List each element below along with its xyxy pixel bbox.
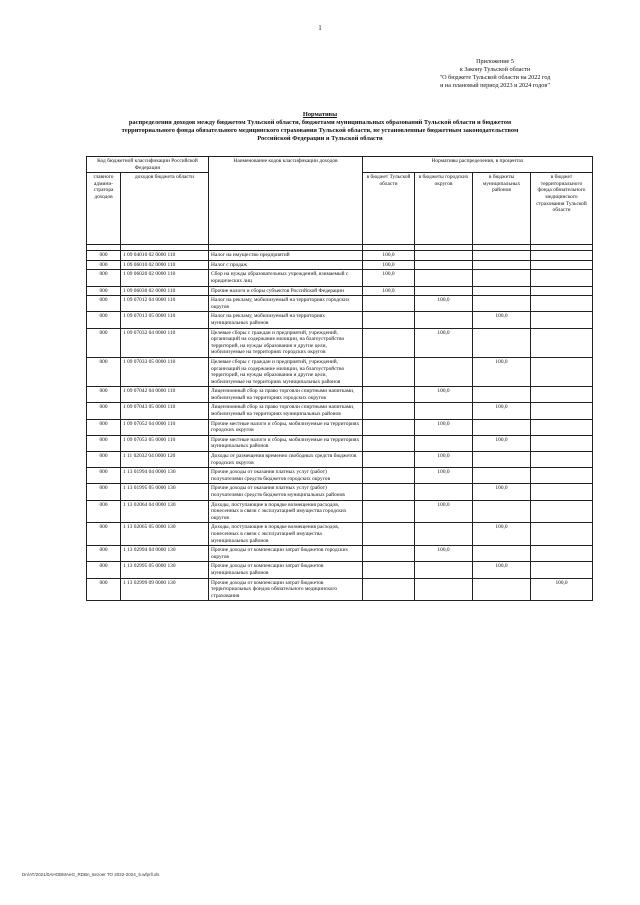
cell-admin: 000 [87,251,121,261]
cell-admin: 000 [87,286,121,296]
cell-fund [531,312,593,328]
cell-name: Прочие местные налоги и сборы, мобилизуемые на территориях муниципальных районов [209,435,363,451]
cell-name: Прочие доходы от оказания платных услуг (работ) получателями средств бюджетов городских округов [209,468,363,484]
cell-city: 100,0 [415,468,473,484]
header-district: в бюджеты муниципальных районов [473,173,531,245]
cell-name: Налог на рекламу, мобилизуемый на территориях городских округов [209,296,363,312]
cell-fund [531,387,593,403]
header-fund: в бюджет территориального фонда обязательного медицинского страхования Тульской области [531,173,593,245]
cell-city [415,523,473,546]
cell-revenue-code: 1 09 07043 05 0000 110 [121,403,209,419]
cell-city [415,403,473,419]
cell-name: Прочие доходы от компенсации затрат бюджетов муниципальных районов [209,562,363,578]
cell-revenue-code: 1 13 02995 05 0000 130 [121,562,209,578]
cell-district [473,387,531,403]
header-admin: главного админи-стратора доходов [87,173,121,245]
cell-city [415,251,473,261]
cell-fund [531,357,593,386]
title-heading: Нормативы [302,111,338,118]
cell-region [363,296,415,312]
cell-admin: 000 [87,419,121,435]
cell-city: 100,0 [415,500,473,523]
cell-region [363,435,415,451]
cell-region [363,468,415,484]
cell-region [363,357,415,386]
table-row [87,435,593,451]
cell-district: 100,0 [473,484,531,500]
table-row [87,419,593,435]
cell-city [415,286,473,296]
cell-name: Доходы, поступающие в порядке возмещения расходов, понесенных в связи с эксплуатацией имущества муниципальных районов [209,523,363,546]
cell-revenue-code: 1 13 01995 05 0000 130 [121,484,209,500]
cell-revenue-code: 1 11 02032 04 0000 120 [121,452,209,468]
cell-admin: 000 [87,260,121,270]
cell-revenue-code: 1 13 02999 09 0000 130 [121,578,209,601]
cell-city [415,562,473,578]
cell-revenue-code: 1 09 06010 02 0000 110 [121,260,209,270]
cell-district [473,452,531,468]
cell-name: Сбор на нужды образовательных учреждений, взимаемый с юридических лиц [209,270,363,286]
norms-table [86,156,593,601]
header-revenue-code: доходов бюджета области [121,173,209,245]
cell-name: Лицензионный сбор за право торговли спиртными напитками, мобилизуемый на территориях городских округов [209,387,363,403]
cell-name: Целевые сборы с граждан и предприятий, учреждений, организаций на содержание милиции, на благоустройство территорий, на нужды образования и другие цели, мобилизуемые на территориях городских округов [209,328,363,357]
cell-revenue-code: 1 09 07053 05 0000 110 [121,435,209,451]
cell-district: 100,0 [473,562,531,578]
cell-district [473,270,531,286]
cell-name: Целевые сборы с граждан и предприятий, учреждений, организаций на содержание милиции, на благоустройство территорий, на нужды образования и другие цели, мобилизуемые на территориях муниципальных районов [209,357,363,386]
title-body: распределения доходов между бюджетом Тульской области, бюджетами муниципальных образований Тульской области и бюджетом территориального фонда обязательного медицинского страхования Тульской области, не установленные бюджетным законодательством Российской Федерации и Тульской области [121,119,519,142]
table-row [87,328,593,357]
cell-district [473,578,531,601]
cell-district [473,286,531,296]
cell-revenue-code: 1 09 07042 04 0000 110 [121,387,209,403]
cell-fund [531,251,593,261]
cell-region: 100,0 [363,260,415,270]
table-row [87,468,593,484]
appendix-line: "О бюджете Тульской области на 2022 год [439,74,551,81]
cell-region [363,403,415,419]
cell-region [363,500,415,523]
cell-region [363,419,415,435]
header-region: в бюджет Тульской области [363,173,415,245]
cell-district [473,468,531,484]
cell-city [415,312,473,328]
cell-region [363,312,415,328]
cell-name: Прочие местные налоги и сборы, мобилизуемые на территориях городских округов [209,419,363,435]
cell-district: 100,0 [473,312,531,328]
appendix-line: Приложение 5 [476,58,514,65]
footer-filepath: Dn/AT/2021/0AHOBMAeG_RDBn_6ezoer TO 2022-2024_5.wfprll.xls [22,872,160,877]
header-name: Наименование кодов классификации доходов [209,157,363,245]
cell-city [415,357,473,386]
cell-admin: 000 [87,468,121,484]
cell-region: 100,0 [363,251,415,261]
cell-district [473,546,531,562]
header-city: в бюджеты городских округов [415,173,473,245]
table-row [87,296,593,312]
cell-revenue-code: 1 09 07033 05 0000 110 [121,357,209,386]
table-row [87,251,593,261]
cell-admin: 000 [87,562,121,578]
cell-district [473,296,531,312]
table-row [87,387,593,403]
header-code-group: Код бюджетной классификации Российской Федерации [87,157,209,173]
cell-fund [531,328,593,357]
cell-region [363,328,415,357]
appendix-line: и на плановый период 2023 и 2024 годов" [440,82,550,89]
cell-city: 100,0 [415,546,473,562]
table-row [87,452,593,468]
cell-name: Прочие налоги и сборы субъектов Российской Федерации [209,286,363,296]
cell-revenue-code: 1 09 07013 05 0000 110 [121,312,209,328]
cell-admin: 000 [87,312,121,328]
cell-region [363,523,415,546]
cell-district: 100,0 [473,523,531,546]
cell-admin: 000 [87,500,121,523]
appendix-line: к Закону Тульской области [459,66,531,73]
cell-district [473,328,531,357]
cell-fund [531,484,593,500]
cell-city [415,260,473,270]
cell-fund [531,500,593,523]
cell-fund: 100,0 [531,578,593,601]
page-number: 1 [318,24,322,32]
cell-region [363,484,415,500]
table-row [87,312,593,328]
cell-admin: 000 [87,435,121,451]
table-row [87,562,593,578]
table-row [87,546,593,562]
cell-admin: 000 [87,387,121,403]
cell-admin: 000 [87,484,121,500]
cell-fund [531,296,593,312]
cell-fund [531,523,593,546]
cell-admin: 000 [87,270,121,286]
header-row [87,157,593,173]
cell-revenue-code: 1 09 07032 04 0000 110 [121,328,209,357]
cell-admin: 000 [87,546,121,562]
cell-fund [531,562,593,578]
cell-region [363,387,415,403]
cell-city [415,484,473,500]
cell-region: 100,0 [363,286,415,296]
cell-fund [531,419,593,435]
cell-admin: 000 [87,523,121,546]
cell-name: Прочие доходы от оказания платных услуг (работ) получателями средств бюджетов муниципальных районов [209,484,363,500]
cell-revenue-code: 1 09 04010 02 0000 110 [121,251,209,261]
table-row [87,286,593,296]
cell-admin: 000 [87,328,121,357]
table-row [87,500,593,523]
cell-district [473,500,531,523]
table-row [87,578,593,601]
cell-revenue-code: 1 09 06020 02 0000 110 [121,270,209,286]
document-title [110,111,530,143]
cell-city [415,578,473,601]
cell-fund [531,270,593,286]
cell-name: Прочие доходы от компенсации затрат бюджетов городских округов [209,546,363,562]
appendix-note [395,58,595,90]
cell-revenue-code: 1 13 01994 04 0000 130 [121,468,209,484]
cell-admin: 000 [87,296,121,312]
table-row [87,523,593,546]
cell-district [473,251,531,261]
cell-region [363,562,415,578]
cell-name: Доходы, поступающие в порядке возмещения расходов, понесенных в связи с эксплуатацией имущества городских округов [209,500,363,523]
header-norms-group: Нормативы распределения, в процентах [363,157,593,173]
cell-district: 100,0 [473,403,531,419]
cell-fund [531,452,593,468]
cell-city: 100,0 [415,452,473,468]
cell-city: 100,0 [415,296,473,312]
cell-name: Налог с продаж [209,260,363,270]
cell-district [473,260,531,270]
cell-fund [531,260,593,270]
table-row [87,484,593,500]
table-row [87,357,593,386]
table-body [87,251,593,601]
cell-fund [531,468,593,484]
cell-city: 100,0 [415,328,473,357]
cell-revenue-code: 1 13 02994 04 0000 130 [121,546,209,562]
cell-district: 100,0 [473,357,531,386]
cell-revenue-code: 1 13 02065 05 0000 130 [121,523,209,546]
cell-city [415,270,473,286]
cell-name: Налог на рекламу, мобилизуемый на территориях муниципальных районов [209,312,363,328]
cell-admin: 000 [87,452,121,468]
cell-fund [531,286,593,296]
cell-name: Прочие доходы от компенсации затрат бюджетов территориальных фондов обязательного медицинского страхования [209,578,363,601]
cell-city [415,435,473,451]
cell-name: Лицензионный сбор за право торговли спиртными напитками, мобилизуемый на территориях муниципальных районов [209,403,363,419]
cell-fund [531,403,593,419]
cell-district: 100,0 [473,435,531,451]
cell-revenue-code: 1 13 02064 04 0000 130 [121,500,209,523]
table-row [87,403,593,419]
cell-city: 100,0 [415,387,473,403]
table-row [87,260,593,270]
cell-revenue-code: 1 09 06030 02 0000 110 [121,286,209,296]
cell-admin: 000 [87,357,121,386]
table-row [87,270,593,286]
cell-district [473,419,531,435]
cell-region: 100,0 [363,270,415,286]
cell-region [363,546,415,562]
cell-region [363,578,415,601]
cell-admin: 000 [87,403,121,419]
cell-name: Доходы от размещения временно свободных средств бюджетов городских округов [209,452,363,468]
cell-admin: 000 [87,578,121,601]
cell-revenue-code: 1 09 07052 04 0000 110 [121,419,209,435]
cell-revenue-code: 1 09 07012 04 0000 110 [121,296,209,312]
cell-fund [531,435,593,451]
cell-name: Налог на имущество предприятий [209,251,363,261]
cell-fund [531,546,593,562]
cell-region [363,452,415,468]
cell-city: 100,0 [415,419,473,435]
